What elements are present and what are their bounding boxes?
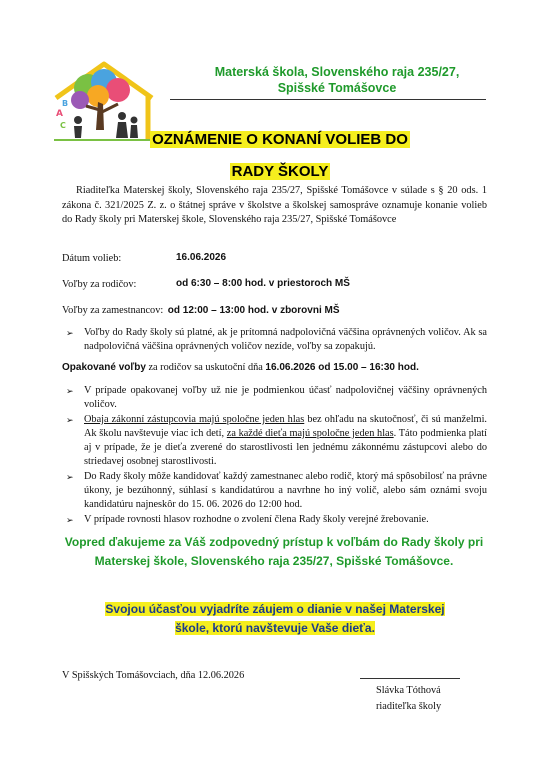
bullet-text: Voľby do Rady školy sú platné, ak je prítomná nadpolovičná väčšina oprávnených voličov. Ak sa nadpolovičná väčšina oprávnených voličov nezíde, voľby sa zopakujú. bbox=[84, 327, 487, 353]
arrow-bullet-icon: ➢ bbox=[66, 386, 74, 396]
bullet-text: Do Rady školy môže kandidovať každý zamestnanec alebo rodič, ktorý má spôsobilosť na právne úkony, je bezúhonný, súhlasí s kandidatúrou a navrhne ho iný volič, alebo sám oznámi svoju kandidatúru najneskôr do 15. 06. 2026 do 12:00 hod. bbox=[84, 470, 487, 511]
school-name-line1: Materská škola, Slovenského raja 235/27, bbox=[214, 65, 460, 79]
interest-line2: škole, ktorú navštevuje Vaše dieťa. bbox=[175, 621, 375, 635]
arrow-bullet-icon: ➢ bbox=[66, 328, 74, 338]
arrow-bullet-icon: ➢ bbox=[66, 471, 74, 482]
bullet-underlined-text: Obaja zákonní zástupcovia majú spoločne jeden hlas bbox=[84, 413, 305, 425]
bullet-item bbox=[62, 513, 487, 527]
bullet-text: . Táto podmienka platí aj v prípade, že je dieťa zverené do starostlivosti len jednému zákonnému zástupcovi alebo do striedavej osobnej starostlivosti. bbox=[84, 427, 487, 468]
repeat-label: Opakované voľby bbox=[62, 362, 146, 373]
document-title bbox=[130, 124, 430, 188]
parents-row bbox=[62, 278, 350, 290]
place-date: V Spišských Tomášovciach, dňa 12.06.2026 bbox=[62, 670, 245, 681]
header-divider bbox=[170, 99, 486, 100]
signer-name: Slávka Tóthová bbox=[376, 685, 441, 696]
repeat-when: 16.06.2026 od 15.00 – 16:30 hod. bbox=[265, 362, 419, 373]
svg-text:A: A bbox=[56, 109, 63, 119]
validity-bullets bbox=[62, 326, 487, 355]
staff-row bbox=[62, 305, 340, 316]
svg-text:C: C bbox=[60, 121, 66, 130]
date-label: Dátum volieb: bbox=[62, 253, 122, 264]
interest-line1: Svojou účasťou vyjadríte záujem o dianie v našej Materskej bbox=[105, 602, 445, 616]
parents-value: od 6:30 – 8:00 hod. v priestoroch MŠ bbox=[176, 278, 350, 289]
signature-line bbox=[360, 678, 460, 679]
staff-label: Voľby za zamestnancov: bbox=[62, 305, 164, 316]
bullet-text: V prípade rovnosti hlasov rozhodne o zvolení člena Rady školy verejné žrebovanie. bbox=[84, 513, 429, 525]
bullet-item bbox=[62, 470, 487, 513]
signer-role: riaditeľka školy bbox=[376, 701, 442, 712]
arrow-bullet-icon: ➢ bbox=[66, 514, 74, 525]
rules-bullets bbox=[62, 384, 487, 527]
bullet-item bbox=[62, 413, 487, 470]
school-name-line2: Spišské Tomášovce bbox=[277, 81, 397, 95]
repeat-text: za rodičov sa uskutoční dňa bbox=[145, 362, 266, 373]
interest-message bbox=[70, 600, 480, 638]
arrow-bullet-icon: ➢ bbox=[66, 414, 74, 425]
bullet-text: V prípade opakovanej voľby už nie je podmienkou účasť nadpolovičnej väčšiny oprávnených voličov. bbox=[84, 385, 487, 411]
thanks-message: Vopred ďakujeme za Váš zodpovedný prístup k voľbám do Rady školy pri Materskej škole, Slovenského raja 235/27, Spišské Tomášovce. bbox=[64, 535, 484, 568]
bullet-item bbox=[62, 326, 487, 355]
school-name bbox=[172, 64, 502, 96]
signature-block bbox=[376, 683, 441, 715]
repeat-election-line bbox=[62, 362, 487, 373]
svg-text:B: B bbox=[62, 99, 69, 108]
parents-label: Voľby za rodičov: bbox=[62, 279, 137, 290]
bullet-underlined-text: za každé dieťa majú spoločne jeden hlas bbox=[226, 427, 394, 439]
intro-paragraph: Riaditeľka Materskej školy, Slovenského raja 235/27, Spišské Tomášovce v súlade s § 20 ods. 1 zákona č. 321/2025 Z. z. o štátnej správe v školstve a školskej samospráve oznamuje konanie volieb do Rady školy pri Materskej škole, Slovenského raja 235/27, Spišské Tomášovce bbox=[62, 185, 487, 225]
title-line2: RADY ŠKOLY bbox=[231, 163, 329, 180]
bullet-item bbox=[62, 384, 487, 413]
title-line1: OZNÁMENIE O KONANÍ VOLIEB DO bbox=[152, 131, 408, 148]
date-row bbox=[62, 252, 227, 264]
date-value: 16.06.2026 bbox=[176, 252, 227, 263]
staff-value: od 12:00 – 13:00 hod. v zborovni MŠ bbox=[167, 305, 340, 316]
bullet-text: bez ohľadu na skutočnosť, či sú manželmi. Ak školu navštevuje viac ich detí, bbox=[84, 413, 488, 439]
